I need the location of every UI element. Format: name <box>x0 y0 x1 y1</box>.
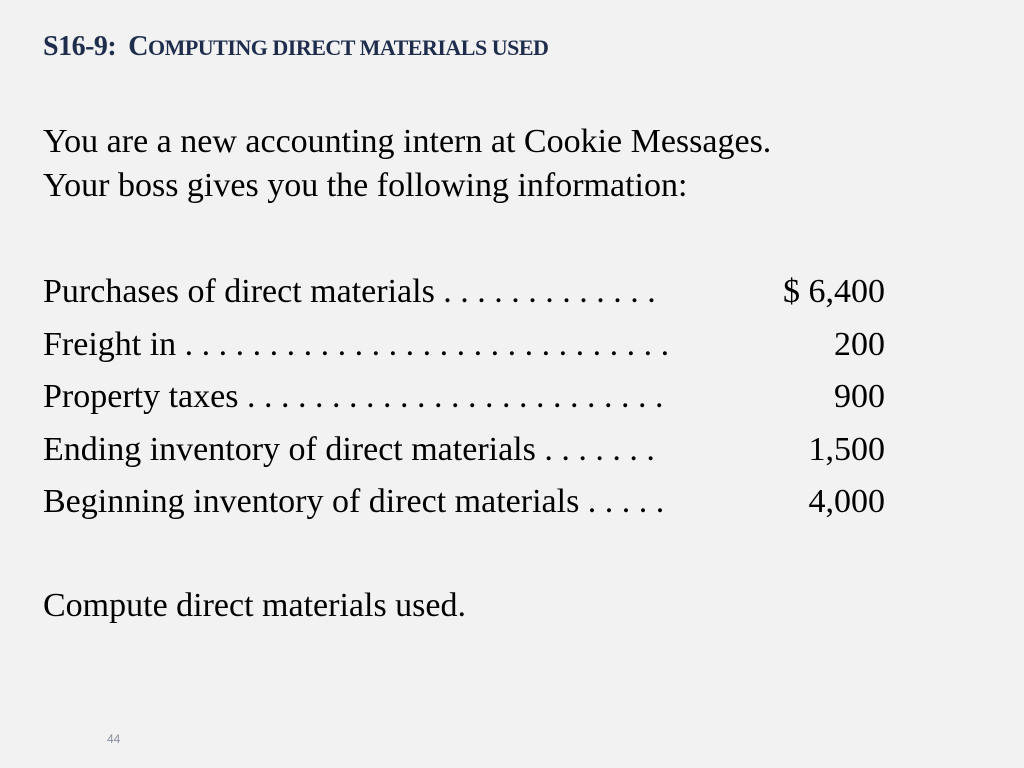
cost-item-label: Freight in . . . . . . . . . . . . . . . . . . . . . . . . . . . . . <box>43 325 670 363</box>
intro-paragraph <box>43 120 771 208</box>
cost-item-amount: 1,500 <box>808 430 885 468</box>
cost-item-row <box>43 476 893 529</box>
slide-title <box>43 24 548 68</box>
cost-item-label: Purchases of direct materials . . . . . . . . . . . . . <box>43 273 656 310</box>
cost-item-row <box>43 371 893 424</box>
cost-item-row <box>43 266 893 319</box>
page-number: 44 <box>107 732 121 746</box>
cost-item-label: Ending inventory of direct materials . . . . . . . <box>43 430 655 468</box>
title-initial: C <box>128 31 148 62</box>
cost-item-row <box>43 424 893 477</box>
cost-item-row <box>43 319 893 372</box>
intro-line: Your boss gives you the following information: <box>43 167 688 204</box>
cost-items-list <box>43 266 893 529</box>
cost-item-amount: 900 <box>834 378 885 415</box>
intro-line: You are a new accounting intern at Cookie Messages. <box>43 123 772 160</box>
cost-item-amount: $ 6,400 <box>783 273 885 310</box>
question-text: Compute direct materials used. <box>43 587 466 624</box>
cost-item-amount: 200 <box>834 325 885 363</box>
cost-item-label: Beginning inventory of direct materials . . . . . <box>43 483 665 520</box>
cost-item-amount: 4,000 <box>808 483 885 520</box>
cost-item-label: Property taxes . . . . . . . . . . . . . . . . . . . . . . . . . <box>43 378 664 415</box>
title-rest: OMPUTING DIRECT MATERIALS USED <box>147 35 549 60</box>
slide-code: S16-9: <box>43 31 117 62</box>
